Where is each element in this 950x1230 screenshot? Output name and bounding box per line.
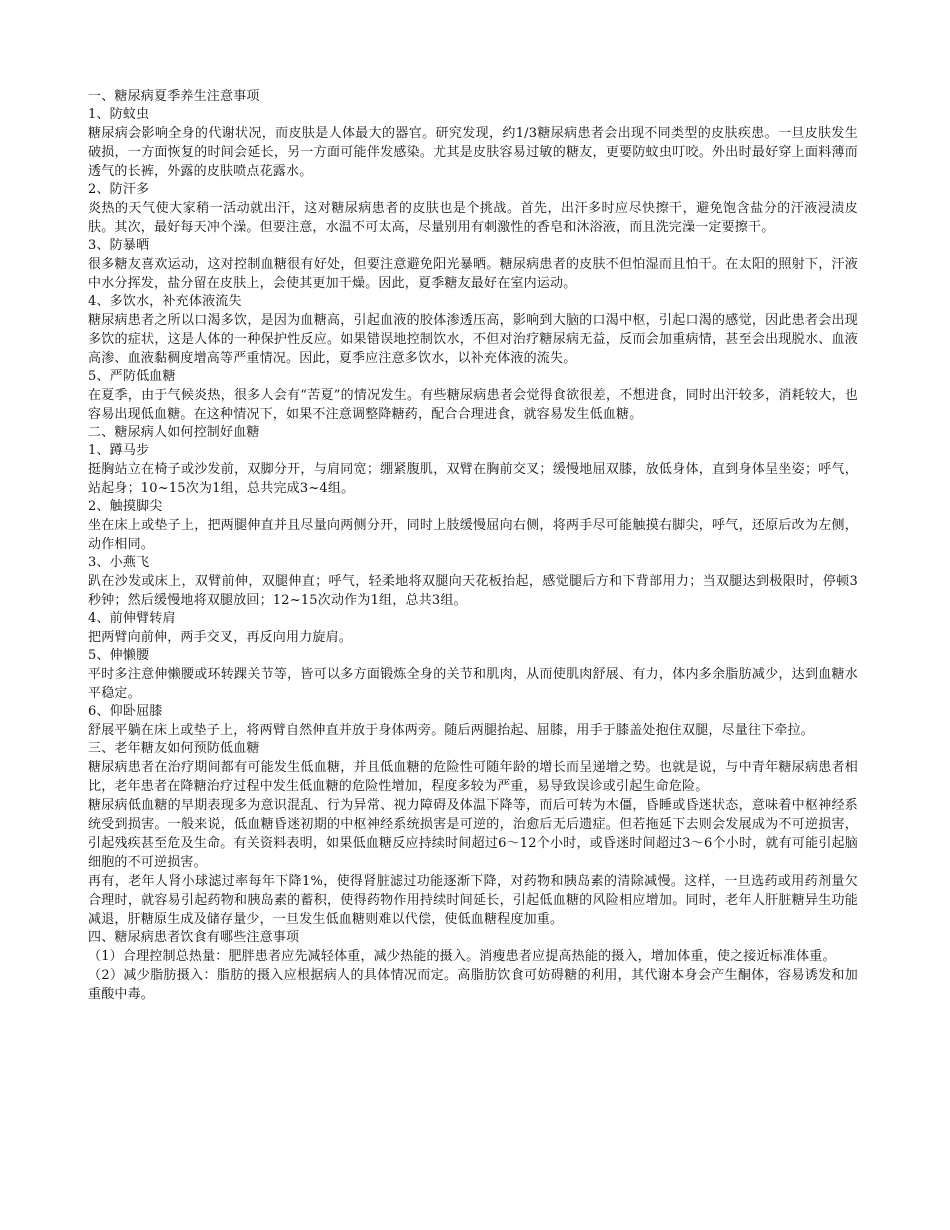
paragraph: 挺胸站立在椅子或沙发前，双脚分开，与肩同宽；绷紧腹肌，双臂在胸前交叉；缓慢地屈双膝，放低身体，直到身体呈坐姿；呼气，站起身；10~15次为1组，总共完成3~4组。 [88, 462, 858, 496]
section-heading: 二、糖尿病人如何控制好血糖 [88, 425, 260, 440]
subsection-heading: 4、前伸臂转肩 [88, 611, 176, 626]
document-page [88, 88, 858, 1004]
paragraph: 糖尿病患者之所以口渴多饮，是因为血糖高，引起血液的胶体渗透压高，影响到大脑的口渴中枢，引起口渴的感觉，因此患者会出现多饮的症状，这是人体的一种保护性反应。如果错误地控制饮水，不但对治疗糖尿病无益，反而会加重病情，甚至会出现脱水、血液高渗、血液黏稠度增高等严重情况。因此，夏季应注意多饮水，以补充体液的流失。 [88, 313, 858, 366]
paragraph: 糖尿病患者在治疗期间都有可能发生低血糖，并且低血糖的危险性可随年龄的增长而呈递增之势。也就是说，与中青年糖尿病患者相比，老年患者在降糖治疗过程中发生低血糖的危险性增加，程度多较为严重，易导致误诊或引起生命危险。 [88, 760, 858, 794]
paragraph: 坐在床上或垫子上，把两腿伸直并且尽量向两侧分开，同时上肢缓慢屈向右侧，将两手尽可能触摸右脚尖，呼气，还原后改为左侧，动作相同。 [88, 518, 858, 552]
paragraph: 炎热的天气使大家稍一活动就出汗，这对糖尿病患者的皮肤也是个挑战。首先，出汗多时应尽快擦干，避免饱含盐分的汗液浸渍皮肤。其次，最好每天冲个澡。但要注意，水温不可太高，尽量别用有刺激性的香皂和沐浴液，而且洗完澡一定要擦干。 [88, 201, 858, 235]
paragraph: 平时多注意伸懒腰或环转踝关节等，皆可以多方面锻炼全身的关节和肌肉，从而使肌肉舒展、有力，体内多余脂肪减少，达到血糖水平稳定。 [88, 667, 858, 701]
paragraph: 舒展平躺在床上或垫子上，将两臂自然伸直并放于身体两旁。随后两腿抬起、屈膝，用手于膝盖处抱住双腿，尽量往下牵拉。 [88, 723, 815, 738]
subsection-heading: 2、防汗多 [88, 182, 150, 197]
paragraph: （2）减少脂肪摄入：脂肪的摄入应根据病人的具体情况而定。高脂肪饮食可妨碍糖的利用，其代谢本身会产生酮体，容易诱发和加重酸中毒。 [88, 968, 858, 1002]
section-heading: 一、糖尿病夏季养生注意事项 [88, 89, 260, 104]
subsection-heading: 1、防蚊虫 [88, 107, 150, 122]
paragraph: （1）合理控制总热量：肥胖患者应先减轻体重，减少热能的摄入。消瘦患者应提高热能的摄入，增加体重，使之接近标准体重。 [88, 949, 836, 964]
subsection-heading: 6、仰卧屈膝 [88, 704, 163, 719]
paragraph: 趴在沙发或床上，双臂前伸，双腿伸直；呼气，轻柔地将双腿向天花板抬起，感觉腿后方和下背部用力；当双腿达到极限时，停顿3秒钟；然后缓慢地将双腿放回；12~15次动作为1组，总共3组。 [88, 574, 858, 608]
section-heading: 四、糖尿病患者饮食有哪些注意事项 [88, 930, 300, 945]
section-heading: 三、老年糖友如何预防低血糖 [88, 741, 260, 756]
subsection-heading: 5、伸懒腰 [88, 648, 150, 663]
subsection-heading: 2、触摸脚尖 [88, 499, 163, 514]
paragraph: 很多糖友喜欢运动，这对控制血糖很有好处，但要注意避免阳光暴晒。糖尿病患者的皮肤不但怕湿而且怕干。在太阳的照射下，汗液中水分挥发，盐分留在皮肤上，会使其更加干燥。因此，夏季糖友最好在室内运动。 [88, 257, 858, 291]
paragraph: 糖尿病低血糖的早期表现多为意识混乱、行为异常、视力障碍及体温下降等，而后可转为木僵，昏睡或昏迷状态，意味着中枢神经系统受到损害。一般来说，低血糖昏迷初期的中枢神经系统损害是可逆的，治愈后无后遗症。但若拖延下去则会发展成为不可逆损害，引起残疾甚至危及生命。有关资料表明，如果低血糖反应持续时间超过6～12个小时，或昏迷时间超过3～6个小时，就有可能引起脑细胞的不可逆损害。 [88, 798, 858, 870]
subsection-heading: 3、小燕飞 [88, 555, 150, 570]
paragraph: 在夏季，由于气候炎热，很多人会有“苦夏”的情况发生。有些糖尿病患者会觉得食欲很差，不想进食，同时出汗较多，消耗较大，也容易出现低血糖。在这种情况下，如果不注意调整降糖药，配合合理进食，就容易发生低血糖。 [88, 388, 858, 422]
paragraph: 糖尿病会影响全身的代谢状况，而皮肤是人体最大的器官。研究发现，约1/3糖尿病患者会出现不同类型的皮肤疾患。一旦皮肤发生破损，一方面恢复的时间会延长，另一方面可能伴发感染。尤其是皮肤容易过敏的糖友，更要防蚊虫叮咬。外出时最好穿上面料薄而透气的长裤，外露的皮肤喷点花露水。 [88, 126, 858, 179]
subsection-heading: 1、蹲马步 [88, 443, 150, 458]
subsection-heading: 5、严防低血糖 [88, 369, 176, 384]
paragraph: 再有，老年人肾小球滤过率每年下降1%，使得肾脏滤过功能逐渐下降，对药物和胰岛素的清除减慢。这样，一旦选药或用药剂量欠合理时，就容易引起药物和胰岛素的蓄积，使得药物作用持续时间延长，引起低血糖的风险相应增加。同时，老年人肝脏糖异生功能减退，肝糖原生成及储存量少，一旦发生低血糖则难以代偿，使低血糖程度加重。 [88, 874, 858, 927]
subsection-heading: 3、防暴晒 [88, 238, 150, 253]
paragraph: 把两臂向前伸，两手交叉，再反向用力旋肩。 [88, 630, 353, 645]
subsection-heading: 4、多饮水，补充体液流失 [88, 294, 242, 309]
